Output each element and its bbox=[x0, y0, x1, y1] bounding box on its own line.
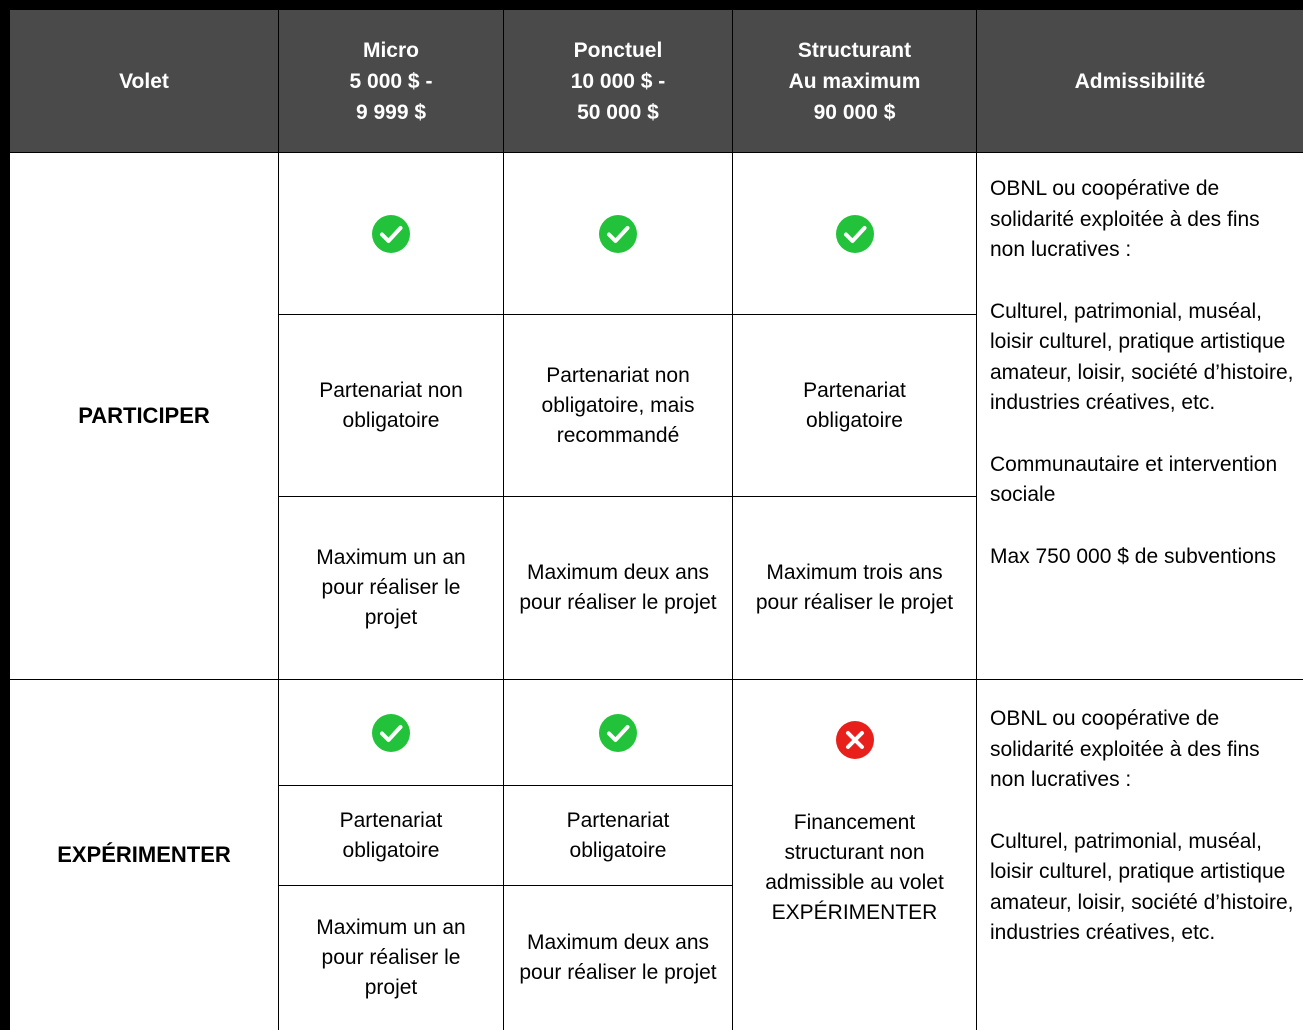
header-structurant-title: Structurant bbox=[797, 38, 912, 62]
header-micro bbox=[279, 10, 503, 152]
header-ponctuel-title: Ponctuel bbox=[573, 38, 663, 62]
participer-micro-duree bbox=[279, 497, 503, 679]
header-volet bbox=[10, 10, 278, 152]
table-frame-left bbox=[0, 0, 10, 1030]
check-circle-icon bbox=[598, 713, 638, 753]
experimenter-ponctuel-duree bbox=[504, 886, 732, 1030]
experimenter-ponctuel-partenariat bbox=[504, 786, 732, 885]
header-admissibilite bbox=[977, 10, 1303, 152]
participer-ponctuel-partenariat-text: Partenariat non obligatoire, mais recommandé bbox=[541, 363, 695, 447]
check-circle-icon bbox=[371, 214, 411, 254]
table-frame-top bbox=[0, 0, 1303, 10]
row-label-experimenter bbox=[10, 680, 278, 1030]
participer-structurant-duree bbox=[733, 497, 976, 679]
header-ponctuel-range-2: 50 000 $ bbox=[577, 100, 659, 124]
participer-ponctuel-status bbox=[504, 153, 732, 314]
participer-micro-partenariat-text: Partenariat non obligatoire bbox=[319, 378, 463, 432]
experimenter-admissibilite bbox=[990, 704, 1295, 949]
col-divider-4 bbox=[976, 10, 977, 1030]
experimenter-ponctuel-duree-text: Maximum deux ans pour réaliser le projet bbox=[519, 931, 717, 984]
participer-structurant-partenariat bbox=[733, 315, 976, 496]
experimenter-micro-status bbox=[279, 680, 503, 785]
experimenter-structurant-note bbox=[733, 790, 976, 946]
experimenter-structurant-status bbox=[733, 718, 976, 762]
participer-structurant-duree-text: Maximum trois ans pour réaliser le projet bbox=[755, 561, 954, 614]
header-structurant bbox=[733, 10, 976, 152]
participer-ponctuel-duree bbox=[504, 497, 732, 679]
participer-micro-partenariat bbox=[279, 315, 503, 496]
participer-structurant-partenariat-text: Partenariat obligatoire bbox=[803, 378, 906, 432]
header-micro-title: Micro bbox=[362, 38, 419, 62]
x-circle-icon bbox=[835, 720, 875, 760]
header-ponctuel bbox=[504, 10, 732, 152]
row-label-participer bbox=[10, 153, 278, 679]
participer-micro-duree-text: Maximum un an pour réaliser le projet bbox=[316, 546, 466, 629]
experimenter-ponctuel-status bbox=[504, 680, 732, 785]
header-admissibilite-label: Admissibilité bbox=[1074, 69, 1206, 93]
experimenter-micro-partenariat-text: Partenariat obligatoire bbox=[339, 808, 443, 862]
participer-ponctuel-duree-text: Maximum deux ans pour réaliser le projet bbox=[519, 561, 717, 614]
check-circle-icon bbox=[371, 713, 411, 753]
admissibilite-intro: OBNL ou coopérative de solidarité exploitée à des fins non lucratives : bbox=[990, 707, 1260, 791]
check-circle-icon bbox=[835, 214, 875, 254]
header-structurant-range-1: Au maximum bbox=[788, 69, 921, 93]
header-structurant-range-2: 90 000 $ bbox=[813, 100, 896, 124]
check-circle-icon bbox=[598, 214, 638, 254]
header-micro-range-1: 5 000 $ - bbox=[349, 69, 433, 93]
participer-ponctuel-partenariat bbox=[504, 315, 732, 496]
participer-admissibilite bbox=[990, 174, 1295, 572]
header-ponctuel-range-1: 10 000 $ - bbox=[570, 69, 666, 93]
experimenter-structurant-note-text: Financement structurant non admissible au volet EXPÉRIMENTER bbox=[765, 811, 944, 924]
row-label-participer-text: PARTICIPER bbox=[78, 403, 210, 428]
admissibilite-max-subventions: Max 750 000 $ de subventions bbox=[990, 544, 1277, 568]
experimenter-micro-partenariat bbox=[279, 786, 503, 885]
participer-micro-status bbox=[279, 153, 503, 314]
row-label-experimenter-text: EXPÉRIMENTER bbox=[57, 842, 231, 867]
admissibilite-communautaire: Communautaire et intervention sociale bbox=[990, 452, 1278, 506]
experimenter-micro-duree bbox=[279, 886, 503, 1030]
participer-structurant-status bbox=[733, 153, 976, 314]
header-volet-label: Volet bbox=[119, 69, 169, 93]
experimenter-micro-duree-text: Maximum un an pour réaliser le projet bbox=[316, 916, 466, 999]
admissibilite-intro: OBNL ou coopérative de solidarité exploitée à des fins non lucratives : bbox=[990, 177, 1260, 261]
admissibilite-secteurs: Culturel, patrimonial, muséal, loisir culturel, pratique artistique amateur, loisir, société d’histoire, industries créatives, etc. bbox=[990, 299, 1294, 414]
admissibilite-secteurs: Culturel, patrimonial, muséal, loisir culturel, pratique artistique amateur, loisir, société d’histoire, industries créatives, etc. bbox=[990, 829, 1294, 944]
header-micro-range-2: 9 999 $ bbox=[355, 100, 427, 124]
experimenter-ponctuel-partenariat-text: Partenariat obligatoire bbox=[566, 808, 670, 862]
